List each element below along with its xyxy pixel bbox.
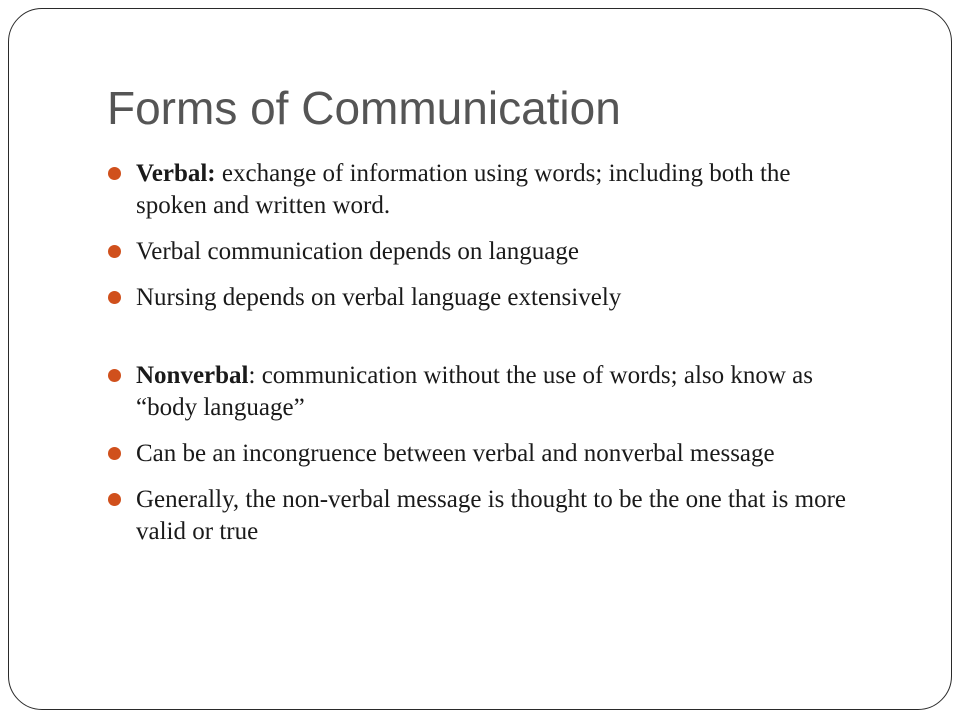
bullet-icon — [108, 167, 121, 180]
bullet-item-nursing — [106, 282, 866, 314]
slide-title: Forms of Communication — [107, 82, 621, 134]
bullet-icon — [108, 447, 121, 460]
bullet-item-nonverbal-valid — [106, 484, 866, 548]
bullet-icon — [108, 369, 121, 382]
bullet-term: Nonverbal — [136, 362, 249, 389]
bullet-text: : communication without the use of words; also know as “body language” — [136, 362, 814, 421]
bullet-item-nonverbal — [106, 360, 866, 424]
bullet-text: Generally, the non-verbal message is thought to be the one that is more valid or true — [136, 486, 846, 545]
bullet-text: exchange of information using words; including both the spoken and written word. — [136, 160, 791, 219]
bullet-text: Verbal communication depends on language — [136, 238, 579, 265]
bullet-item-verbal — [106, 158, 866, 222]
bullet-term: Verbal: — [136, 160, 216, 187]
bullet-icon — [108, 291, 121, 304]
bullet-list — [106, 158, 866, 562]
bullet-icon — [108, 245, 121, 258]
bullet-item-verbal-language — [106, 236, 866, 268]
bullet-icon — [108, 493, 121, 506]
bullet-item-incongruence — [106, 438, 866, 470]
bullet-text: Can be an incongruence between verbal and nonverbal message — [136, 440, 775, 467]
bullet-text: Nursing depends on verbal language extensively — [136, 284, 622, 311]
